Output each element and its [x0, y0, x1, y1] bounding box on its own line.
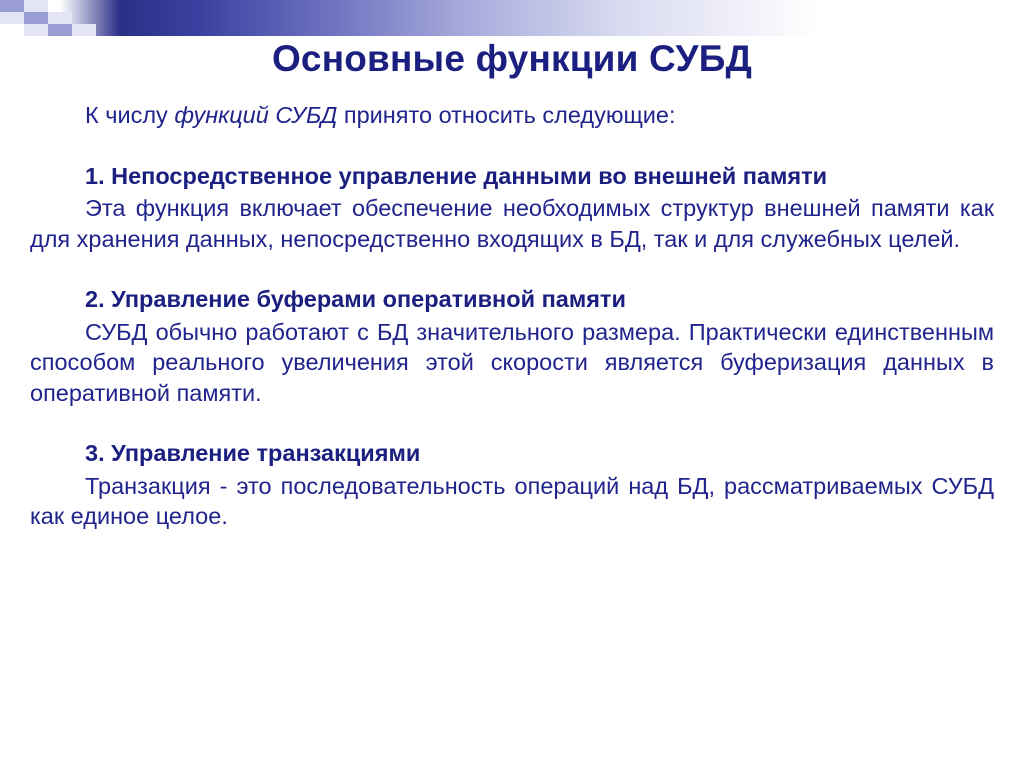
- function-2-body: [30, 317, 994, 409]
- slide-title: Основные функции СУБД: [271, 38, 753, 79]
- intro-paragraph: [85, 100, 994, 131]
- intro-text-after: принято относить следующие:: [337, 102, 676, 128]
- function-2-body-text: СУБД обычно работают с БД значительного размера. Практически единственным способом реального увеличения этой скорости является буферизация данных в оперативной памяти.: [30, 318, 994, 406]
- header-checker-square: [24, 12, 48, 24]
- function-3-body: [30, 471, 994, 532]
- function-1-body-text: Эта функция включает обеспечение необходимых структур внешней памяти как для хранения данных, непосредственно входящих в БД, так и для служебных целей.: [30, 195, 994, 252]
- intro-text-italic: функций СУБД: [174, 102, 338, 128]
- header-checker-square: [72, 24, 96, 36]
- function-block-3: [30, 438, 994, 532]
- function-1-heading: 1. Непосредственное управление данными во внешней памяти: [85, 162, 828, 189]
- function-block-2: [30, 284, 994, 408]
- header-checker-square: [24, 24, 48, 36]
- slide-content: [30, 100, 994, 532]
- function-block-1: [30, 161, 994, 255]
- function-2-heading: 2. Управление буферами оперативной памяти: [85, 286, 626, 313]
- header-checker-square: [48, 24, 72, 36]
- header-checker-square: [48, 12, 72, 24]
- function-1-body: [30, 193, 994, 254]
- header-gradient-band: [0, 0, 1024, 36]
- header-checker-square: [0, 0, 24, 12]
- header-checker-square: [24, 0, 48, 12]
- intro-text-before: К числу: [85, 102, 175, 128]
- header-checker-square: [0, 12, 24, 24]
- function-3-body-text: Транзакция - это последовательность операций над БД, рассматриваемых СУБД как единое целое.: [30, 472, 994, 530]
- function-3-heading: 3. Управление транзакциями: [85, 440, 421, 467]
